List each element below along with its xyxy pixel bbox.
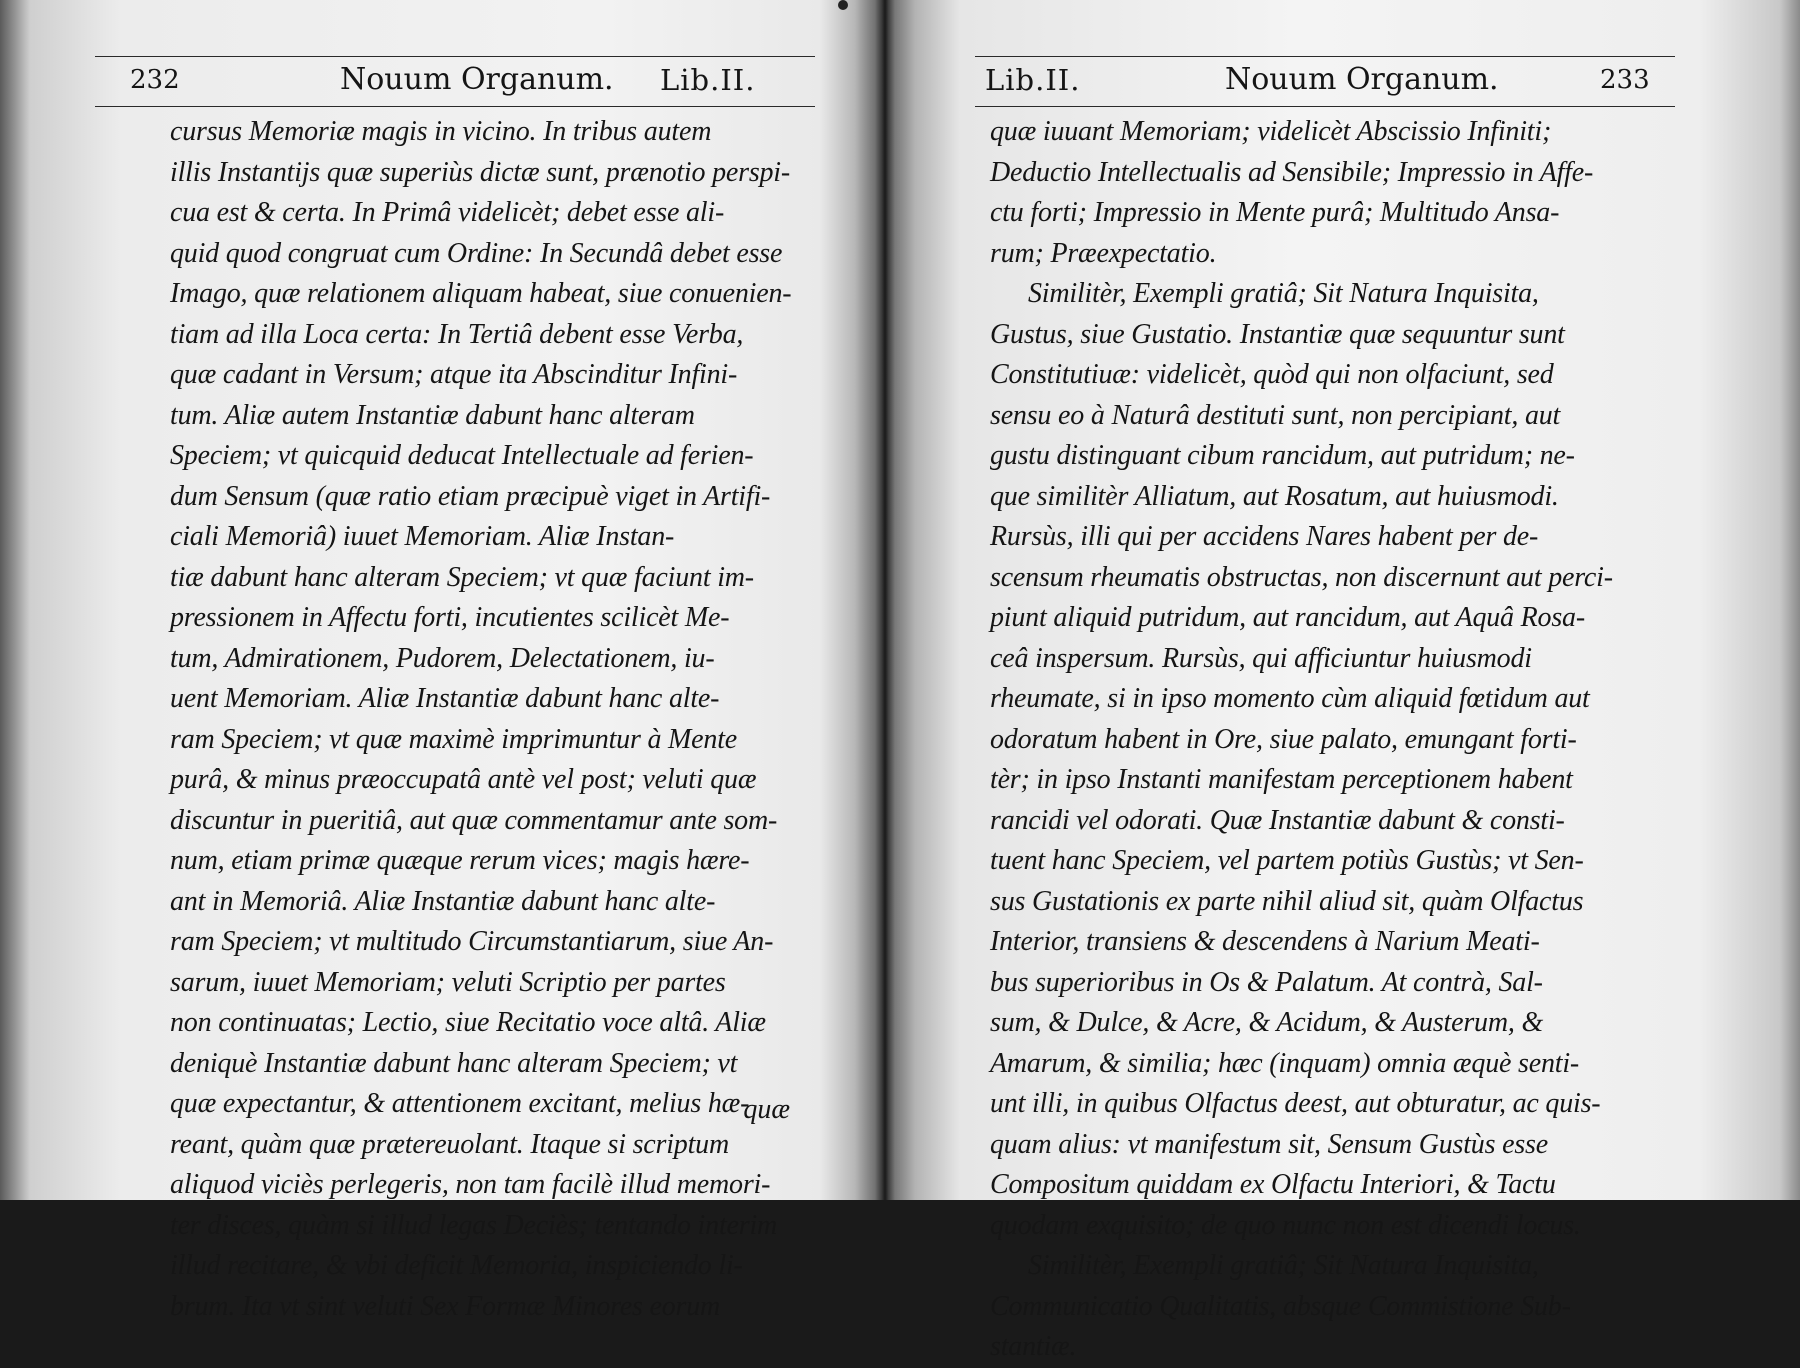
text-line: Similitèr, Exempli gratiâ; Sit Natura Inquisita,: [1028, 278, 1539, 309]
text-line: rancidi vel odorati. Quæ Instantiæ dabunt & consti-: [990, 804, 1565, 836]
right-page-header: [975, 52, 1675, 102]
text-line: non continuatas; Lectio, siue Recitatio voce altâ. Aliæ: [170, 1007, 766, 1038]
text-line: ram Speciem; vt multitudo Circumstantiarum, siue An-: [170, 926, 774, 957]
text-line: quam alius: vt manifestum sit, Sensum Gustùs esse: [990, 1128, 1548, 1160]
right-book-label: Lib.II.: [985, 63, 1081, 97]
left-page: [95, 0, 815, 1322]
text-line: ctu forti; Impressio in Mente purâ; Multitudo Ansa-: [990, 197, 1560, 228]
text-line: odoratum habent in Ore, siue palato, emungant forti-: [990, 723, 1577, 755]
header-rule-top: [975, 56, 1675, 57]
text-line: sum, & Dulce, & Acre, & Acidum, & Austerum, &: [990, 1007, 1544, 1038]
text-line: tiam ad illa Loca certa: In Tertiâ debent esse Verba,: [170, 318, 744, 350]
header-rule-bottom: [975, 106, 1675, 107]
text-line: deniquè Instantiæ dabunt hanc alteram Speciem; vt: [170, 1047, 738, 1079]
left-running-title: Nouum Organum.: [340, 62, 614, 97]
text-line: scensum rheumatis obstructas, non discernunt aut perci-: [990, 561, 1613, 593]
text-line: illud recitare, & vbi deficit Memoria, inspiciendo li-: [170, 1250, 743, 1281]
text-line: Compositum quiddam ex Olfactu Interiori, & Tactu: [990, 1169, 1556, 1200]
text-line: aliquod viciès perlegeris, non tam facilè illud memori-: [170, 1169, 771, 1200]
text-line: que similitèr Alliatum, aut Rosatum, aut huiusmodi.: [990, 480, 1559, 512]
text-line: ciali Memoriâ) iuuet Memoriam. Aliæ Instan-: [170, 521, 675, 552]
right-body-text: [990, 112, 1650, 1368]
right-page: [975, 0, 1675, 1362]
text-line: quæ cadant in Versum; atque ita Abscinditur Infini-: [170, 359, 738, 390]
text-line: bus superioribus in Os & Palatum. At contrà, Sal-: [990, 966, 1543, 998]
text-line: quid quod congruat cum Ordine: In Secundâ debet esse: [170, 237, 783, 269]
text-line: Similitèr, Exempli gratiâ; Sit Natura Inquisita,: [1028, 1250, 1539, 1281]
text-line: num, etiam primæ quæque rerum vices; magis hære-: [170, 845, 750, 876]
text-line: dum Sensum (quæ ratio etiam præcipuè viget in Artifi-: [170, 480, 771, 512]
text-line: Amarum, & similia; hæc (inquam) omnia æquè senti-: [990, 1047, 1580, 1079]
text-line: Gustus, siue Gustatio. Instantiæ quæ sequuntur sunt: [990, 318, 1565, 350]
text-line: reant, quàm quæ prætereuolant. Itaque si scriptum: [170, 1128, 729, 1160]
text-line: Rursùs, illi qui per accidens Nares habent per de-: [990, 521, 1539, 552]
text-line: Constitutiuæ: videlicèt, quòd qui non olfaciunt, sed: [990, 359, 1554, 390]
left-catchword: quæ: [743, 1094, 790, 1125]
text-line: brum. Ita vt sint veluti Sex Formæ Minores eorum: [170, 1290, 721, 1322]
right-running-title: Nouum Organum.: [1225, 62, 1499, 97]
left-body-text: [170, 112, 810, 1327]
text-line: purâ, & minus præoccupatâ antè vel post; veluti quæ: [170, 764, 757, 795]
ink-mark: [838, 0, 848, 10]
text-line: Deductio Intellectualis ad Sensibile; Impressio in Affe-: [990, 156, 1594, 188]
text-line: quæ iuuant Memoriam; videlicèt Abscissio Infiniti;: [990, 116, 1552, 147]
text-line: cursus Memoriæ magis in vicino. In tribus autem: [170, 116, 712, 147]
text-line: gustu distinguant cibum rancidum, aut putridum; ne-: [990, 440, 1575, 471]
text-line: sus Gustationis ex parte nihil aliud sit, quàm Olfactus: [990, 885, 1584, 917]
text-line: tum, Admirationem, Pudorem, Delectationem, iu-: [170, 642, 715, 674]
text-line: Speciem; vt quicquid deducat Intellectuale ad ferien-: [170, 440, 754, 471]
text-line: ter disces, quàm si illud legas Deciès; tentando interim: [170, 1209, 778, 1241]
text-line: tum. Aliæ autem Instantiæ dabunt hanc alteram: [170, 399, 695, 431]
text-line: Communicatio Qualitatis, absque Commistione Sub-: [990, 1290, 1571, 1322]
text-line: illis Instantijs quæ superiùs dictæ sunt, prænotio perspi-: [170, 156, 791, 188]
header-rule-bottom: [95, 106, 815, 107]
text-line: rum; Præexpectatio.: [990, 237, 1217, 269]
text-line: tuent hanc Speciem, vel partem potiùs Gustùs; vt Sen-: [990, 845, 1584, 876]
text-line: sensu eo à Naturâ destituti sunt, non percipiant, aut: [990, 399, 1561, 431]
text-line: stantiæ.: [990, 1331, 1077, 1362]
text-line: ceâ inspersum. Rursùs, qui afficiuntur huiusmodi: [990, 642, 1532, 674]
left-page-header: [95, 52, 815, 102]
gutter-shadow: [855, 0, 915, 1200]
text-line: uent Memoriam. Aliæ Instantiæ dabunt hanc alte-: [170, 683, 720, 714]
text-line: rheumate, si in ipso momento cùm aliquid fœtidum aut: [990, 683, 1590, 714]
text-line: sarum, iuuet Memoriam; veluti Scriptio per partes: [170, 966, 726, 998]
left-page-number: 232: [130, 65, 180, 95]
text-line: pressionem in Affectu forti, incutientes scilicèt Me-: [170, 602, 730, 633]
text-line: piunt aliquid putridum, aut rancidum, aut Aquâ Rosa-: [990, 602, 1585, 633]
text-line: quæ expectantur, & attentionem excitant, melius hæ-: [170, 1088, 750, 1119]
left-book-label: Lib.II.: [660, 63, 756, 97]
text-line: tèr; in ipso Instanti manifestam perceptionem habent: [990, 764, 1573, 795]
text-line: ant in Memoriâ. Aliæ Instantiæ dabunt hanc alte-: [170, 885, 716, 917]
text-line: quodam exquisito; de quo nunc non est dicendi locus.: [990, 1209, 1581, 1241]
header-rule-top: [95, 56, 815, 57]
text-line: Imago, quæ relationem aliquam habeat, siue conuenien-: [170, 278, 792, 309]
text-line: Interior, transiens & descendens à Narium Meati-: [990, 926, 1540, 957]
text-line: tiæ dabunt hanc alteram Speciem; vt quæ faciunt im-: [170, 561, 754, 593]
right-page-number: 233: [1600, 65, 1650, 95]
text-line: ram Speciem; vt quæ maximè imprimuntur à Mente: [170, 723, 738, 755]
text-line: discuntur in pueritiâ, aut quæ commentamur ante som-: [170, 804, 778, 836]
text-line: unt illi, in quibus Olfactus deest, aut obturatur, ac quis-: [990, 1088, 1601, 1119]
text-line: cua est & certa. In Primâ videlicèt; debet esse ali-: [170, 197, 725, 228]
